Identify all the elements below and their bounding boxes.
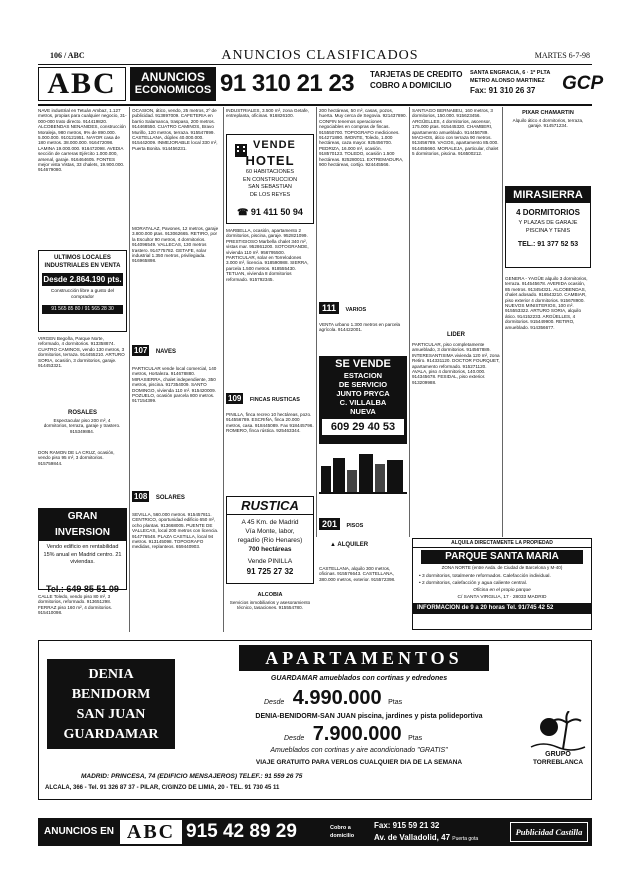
rustica-line1: A 45 Km. de Madrid: [241, 519, 299, 526]
hotel-phone-number: 91 411 50 94: [250, 207, 303, 217]
rustica-line4: 700 hectáreas: [248, 546, 292, 553]
price2-row: [284, 723, 544, 745]
section-108-heading: [132, 486, 192, 501]
triangle-icon: ▲: [330, 542, 336, 548]
column-3-mid-text: MARBELLA, ocasión, apartamento 2 dormitorios, piscina, garaje. 952821099. PRESTIGIOSO Marbella chalet 340 m², vistas mar. 952861200. SOTOGRANDE, vivienda 110 m². 956795500. PARTICULAR, solar en Torrelodones 3.000 m², licencia. 918590988. SIERRA, parcela 1.500 metros. 918555430. TETUAN, vivienda 8 dormitorios reformado. 915792345.: [226, 228, 309, 282]
santa-maria-top: ALQUILA DIRECTAMENTE LA PROPIEDAD: [413, 539, 591, 548]
footer-fax: Fax: 915 59 21 32: [374, 821, 440, 830]
lider-title: LIDER: [447, 332, 465, 338]
grupo-line2: TORREBLANCA: [532, 759, 584, 766]
gran-inversion-ad: [38, 508, 127, 594]
santa-maria-title: PARQUE SANTA MARIA: [421, 550, 583, 564]
column-2-top-text: OCASION, ático, vendo, 25 metros, 2º de publicidad. 913897009. CAFETERIA en barrio Salamanca, traspaso, 200 metros. 914468550. CUATRO CAMINOS, Bravo Murillo, 120 metros, terraza. 915547899. CASTELLANA, dúplex 40.000.000. 915442009. INMEJORABLE local 330 m², Puerta Bonita. 914456231.: [132, 108, 218, 151]
column-rule: [129, 107, 130, 632]
economicos-label: [130, 67, 216, 101]
section-109-label: FINCAS RUSTICAS: [249, 397, 300, 403]
destinations-box: [47, 659, 175, 749]
footer-address-block: [374, 820, 504, 845]
cards-line2: COBRO A DOMICILIO: [370, 81, 452, 90]
column-rule: [502, 107, 503, 537]
mirasierra-phone: TEL.: 91 377 52 53: [517, 241, 579, 248]
column-1-mid2-text: DON RAMON DE LA CRUZ, ocasión, vendo piso 95 m², 3 dormitorios. 915759844.: [38, 450, 115, 466]
address-line1: SANTA ENGRACIA, 6 · 1º PLTA: [470, 70, 551, 76]
denia-line: DENIA-BENIDORM-SAN JUAN piscina, jardines y pista polideportiva: [255, 713, 483, 720]
column-2-bottom-text: SEVILLA, 560.000 metros. 915457811. CENTRICO, oportunidad edificio 650 m², ocho plantas. 913668005. PUENTE DE VALLECAS, local 200 metros con licencia. 914776548. PLAZA CASTILLA, local 94 metros. 913145098. TOPOGRAFO medidas, replanteos. 659440903.: [132, 512, 219, 550]
apartamentos-ad: [38, 640, 592, 800]
estacion-line4: JUNTO PRYCA: [336, 389, 390, 398]
mirasierra-ad: [505, 186, 591, 268]
estacion-line6: NUEVA: [350, 407, 376, 416]
page-date: MARTES 6-7-98: [534, 51, 590, 60]
footer-strip: [38, 818, 592, 846]
grupo-line1: GRUPO: [545, 751, 571, 758]
classifieds-banner: [38, 67, 604, 103]
price1-ptas: Ptas: [388, 699, 403, 706]
sun-palm-icon: [529, 711, 587, 751]
footer-cobro: [330, 824, 370, 840]
column-1-mid-text: VIRGEN Begoña, Parque Norte, reformado, 4 dormitorios. 913358874. CUATRO CAMINOS, vendo 130 metros, 3 dormitorios, terraza. 914455210. ARTURO SORIA, ocasión, 3 dormitorios, garaje. 914453321.: [38, 336, 125, 369]
footer-phone: 915 42 89 29: [186, 821, 297, 842]
section-109-heading: [226, 388, 312, 403]
section-111-label: VARIOS: [345, 307, 367, 313]
skyline-illustration: [319, 448, 407, 494]
page-header: [50, 48, 590, 64]
alquiler-heading: [330, 542, 400, 548]
rosales-title: ROSALES: [67, 410, 97, 416]
mirasierra-line1: 4 DORMITORIOS: [516, 208, 580, 217]
price1-value: 4.990.000: [292, 687, 382, 709]
santa-maria-phone: INFORMACION de 9 a 20 horas Tel. 91/745 42 52: [413, 603, 591, 614]
rustica-line3: regadío (Río Henares): [237, 537, 303, 544]
column-1-top-text: NAVE industrial en Tetuán Ambaz, 1.127 metros, propias para cualquier negocio, 31-000-000 trato directo. 914419820. ALCOBENDAS NENANIDES, construcción Moraleja, 980 metros, 9% de 890.000. 5.000.000. 910121951. NAYOR casa de 180 metros. 38.000.000. 916472098. LAMINA 19.000.000. 916472098. AVEDIA sección de carreras Ejército 1.000.000, arsenal, garaje. 916464605. FONTES mejor vista Vistas, 33 chalets, 19.900.000. 914679080.: [38, 108, 127, 173]
footer-anuncios-en: ANUNCIOS EN: [44, 826, 115, 837]
destination-4: GUARDAMAR: [63, 727, 159, 742]
alcala-line: ALCALA, 366 - Tel. 91 326 87 37 - PILAR, C/GINZO DE LIMIA, 20 - TEL. 91 730 45 11: [45, 785, 280, 791]
section-107-number: 107: [134, 346, 148, 355]
santa-maria-ad: [412, 538, 592, 630]
column-rule: [223, 107, 224, 632]
santa-maria-line2: • 2 dormitorios, calefacción y agua caliente central.: [419, 581, 528, 586]
column-4-top-text: 200 hectáreas, 50 m², casas, pozos, huerta. Muy cerca de Segovia. 921437890. CONFIN tenemos operaciones negociables en compras de fincas. 915550700. TOPOGRAFO mediciones. 914271890. IMONTE, Toledo, 1.000 hectáreas, caza mayor. 925456700. PEDRIZA, 16.000 m², ocasión. 918570123. TOLEDO, ocasión 1.500 hectáreas. 925280011. EXTREMADURA, 900 hectáreas, cortijo. 924445566.: [319, 108, 407, 168]
cards-block: [370, 69, 468, 101]
label-line2: ECONOMICOS: [134, 84, 212, 96]
price1-row: [264, 687, 544, 709]
mirasierra-line2: Y PLAZAS DE GARAJE: [518, 220, 578, 226]
rustica-phone: 91 725 27 32: [246, 567, 294, 576]
estacion-line1: SE VENDE: [335, 358, 391, 370]
viaje-line: VIAJE GRATUITO PARA VERLOS CUALQUIER DIA DE LA SEMANA: [255, 759, 463, 766]
pixar-title: PIXAR CHAMARTIN: [522, 110, 574, 116]
section-111-number: 111: [319, 302, 339, 314]
footer-address-text: Av. de Valladolid, 47: [374, 833, 451, 842]
alcobia-title: ALCOBIA: [257, 592, 283, 598]
estacion-line3: DE SERVICIO: [338, 380, 388, 389]
alcobia-text: Servicios inmobiliarios y asesoramiento técnico, tasaciones. 915554780.: [229, 600, 311, 611]
address-block: [470, 69, 562, 101]
destination-2: BENIDORM: [71, 687, 151, 702]
destination-1: DENIA: [88, 667, 134, 682]
column-4-bottom-text: CASTELLANA, alquilo 300 metros, oficinas. 915576643. CASTELLANA, 380.000 metros, exterior. 915572398.: [319, 566, 396, 582]
rustica-line2: Vía Monte, labor,: [245, 528, 295, 535]
banner-rule: [38, 104, 592, 106]
section-107-label: NAVES: [155, 349, 177, 355]
footer-cobro-line2: domicilio: [330, 833, 355, 839]
rustica-title: RUSTICA: [227, 497, 313, 515]
destination-3: SAN JUAN: [76, 707, 146, 722]
hotel-details: [227, 169, 313, 199]
column-4-mid-text: VENTA urbano 1.300 metros en parcela agrícola. 914422001.: [319, 322, 401, 333]
section-108-number: 108: [134, 492, 148, 501]
santa-maria-sub: ZONA NORTE (entre Avda. de Ciudad de Barcelona y M-40): [441, 565, 563, 570]
estacion-ad: [319, 356, 407, 444]
footer-abc-logo: ABC: [120, 820, 182, 844]
price2-ptas: Ptas: [408, 735, 423, 742]
gran-title: GRAN INVERSION: [39, 509, 126, 541]
column-6-bottom-text: GENERA - YAGÜE alquilo 3 dormitorios, terraza. 914545678. AVERIDA ocasión, 85 metros. 913454321. ALCOBENDAS, chalet adosado. 916543210. CAMBIAR, piso exterior 4 dormitorios. 915678900. NUEVOS MINISTERIOS, 100 m². 915553322. ARTURO SORIA, alquilo ático. 914152233. ARGÜELLES, 4 dormitorios. 915449900. RETIRO, amueblado. 914356677.: [505, 276, 588, 330]
column-3-top-text: INDUSTRIALES, 3.500 m², zona Getafe, entreplanta, oficinas. 916826100.: [226, 108, 309, 119]
rustica-ad: [226, 496, 314, 584]
column-rule: [409, 107, 410, 537]
estacion-line5: C. VILLALBA: [339, 398, 387, 407]
alquiler-label: ALQUILER: [337, 542, 369, 548]
locales-extra: Construcción libre a gusto del comprador: [50, 289, 115, 300]
madrid-line: MADRID: PRINCESA, 74 (EDIFICIO MENSAJEROS) TELEF.: 91 559 26 75: [81, 773, 303, 780]
price2-value: 7.900.000: [312, 723, 402, 745]
locales-price: Desde 2.864.190 pts.: [43, 275, 122, 284]
amueblados-line: Amueblados con cortinas y aire acondicionado "GRATIS": [270, 747, 448, 754]
footer-address: [374, 832, 504, 845]
section-201-heading: [319, 514, 405, 528]
abc-logo: ABC: [38, 67, 126, 101]
section-111-heading: [319, 298, 405, 312]
column-5-mid-text: PARTICULAR, piso completamente amueblado, 3 dormitorios. 914567889. INTERESANTISIMA vivienda 120 m², zona Retiro. 914331120. DOCTOR FOURQUET, apartamento reformado. 915271120. AVALA, piso 4 dormitorios, 140.000. 914345678. FESIDAL, piso exterior. 913209988.: [412, 342, 500, 385]
address-line2: METRO ALONSO MARTINEZ: [470, 78, 545, 84]
footer-address-suffix: Puerta gota: [452, 836, 479, 842]
fax-line: Fax: 91 310 26 37: [470, 86, 536, 95]
hotel-sub4: DE LOS REYES: [249, 191, 291, 198]
hotel-title: HOTEL: [245, 153, 295, 168]
hotel-ad: [226, 134, 314, 224]
price2-desde: Desde: [284, 735, 305, 742]
phone-icon: ☎: [237, 207, 249, 217]
santa-maria-line4: C/ SANTA VIRGILIA, 17 · 28033 MADRID: [457, 595, 547, 600]
hotel-sub2: EN CONSTRUCCION: [242, 176, 298, 183]
mirasierra-title: MIRASIERRA: [506, 187, 590, 203]
hotel-sub3: SAN SEBASTIAN: [248, 184, 292, 190]
guardamar-line: GUARDAMAR amueblados con cortinas y edredones: [270, 675, 448, 682]
locales-phone: 91 565 85 80 / 91 565 28 30: [42, 305, 123, 314]
page-number: 106 / ABC: [50, 51, 85, 60]
section-201-label: PISOS: [346, 523, 364, 529]
gran-text: Vendo edificio en rentabilidad 15% anual en Madrid centro. 21 viviendas.: [43, 544, 122, 565]
mirasierra-line3: PISCINA Y TENIS: [525, 228, 571, 234]
column-3-mid2-text: PINILLA, finca recreo 10 hectáreas, pozo. 914556789. ESCRIÑA, finca 20.000 metros, casa. 918445089. Fax 918445796. ROMERO, finca rústica. 925463344.: [226, 412, 314, 434]
column-1-bottom-text: CALLE Toledo, vendo piso 80 m², 3 dormitorios, reformado. 913651298. FERRAZ piso 160 m², 4 dormitorios. 915410098.: [38, 594, 113, 616]
publicidad-castilla-logo: Publicidad Castilla: [510, 822, 588, 842]
santa-maria-line1: • 3 dormitorios, totalmente reformados. Calefacción individual.: [419, 574, 551, 579]
locales-title: ULTIMOS LOCALES INDUSTRIALES EN VENTA: [44, 255, 121, 269]
hotel-sub1: 60 HABITACIONES: [245, 169, 295, 175]
estacion-line2: ESTACION: [343, 371, 383, 380]
column-2-mid2-text: PARTICULAR vende local comercial, 140 metros, Hortaleza. 914678880. MIRASIERRA, chalet independiente, 350 metros, piscina. 917354009. SANTO DOMINGO, vivienda 110 m². 915420009. POZUELO, ocasión parcela 800 metros. 917154399.: [132, 366, 217, 404]
gran-phone: Tel.: 649 85 51 09: [46, 583, 119, 594]
pixar-text: Alquilo ático 4 dormitorios, terraza, garaje. 914571234.: [512, 118, 584, 129]
section-107-heading: [132, 340, 182, 355]
hotel-phone: [229, 207, 311, 218]
banner-phone: 91 310 21 23: [220, 70, 355, 97]
section-109-number: 109: [228, 394, 242, 403]
column-rule: [316, 107, 317, 537]
hotel-vende: VENDE: [253, 139, 296, 151]
column-2-mid-text: MORATALAZ, Pavones, 12 metros, garaje 3.800.000 ptas. 913062665. RETIRO, por la Escultor 90 metros, 4 dormitorios. 914096549. VALLECAS, 130 metros trastero. 914775782. GETAFE, solar industrial 1.350 metros, privilegiada. 916965898.: [132, 226, 219, 264]
label-line1: ANUNCIOS: [140, 70, 205, 84]
rustica-vende: Vende PINILLA: [247, 558, 293, 565]
section-108-label: SOLARES: [155, 495, 185, 501]
apartamentos-title: APARTAMENTOS: [239, 645, 489, 671]
gcp-logo: GCP: [562, 73, 604, 94]
price1-desde: Desde: [264, 699, 285, 706]
estacion-phone: 609 29 40 53: [322, 419, 404, 435]
cards-line1: TARJETAS DE CREDITO: [370, 70, 463, 79]
header-rule: [38, 64, 592, 65]
santa-maria-line3: Oficina en el propio parque: [473, 588, 531, 593]
rosales-text: Espectacular piso 200 m², 4 dormitorios, terraza, garaje y trastero. 915349884.: [43, 418, 121, 434]
section-201-number: 201: [319, 518, 340, 530]
page-title: ANUNCIOS CLASIFICADOS: [221, 48, 419, 63]
footer-cobro-line1: Cobro a: [330, 825, 351, 831]
column-5-top-text: SANTIAGO BERNABEU, 160 metros, 3 dormitorios, 150.000. 915623456. ARGÜELLES, 4 dormitorios, ascensor, 175.000 ptas. 915445320. CHAMBERI, apartamento amueblado. 914456789. MACHOS, ático con terraza 90 metros. 913456789. VAGOS, apartamento 85.000. 914455660. MORALEJA, particular, chalet 5 dormitorios, piscina. 916500212.: [412, 108, 499, 157]
locales-ad: [38, 250, 127, 332]
